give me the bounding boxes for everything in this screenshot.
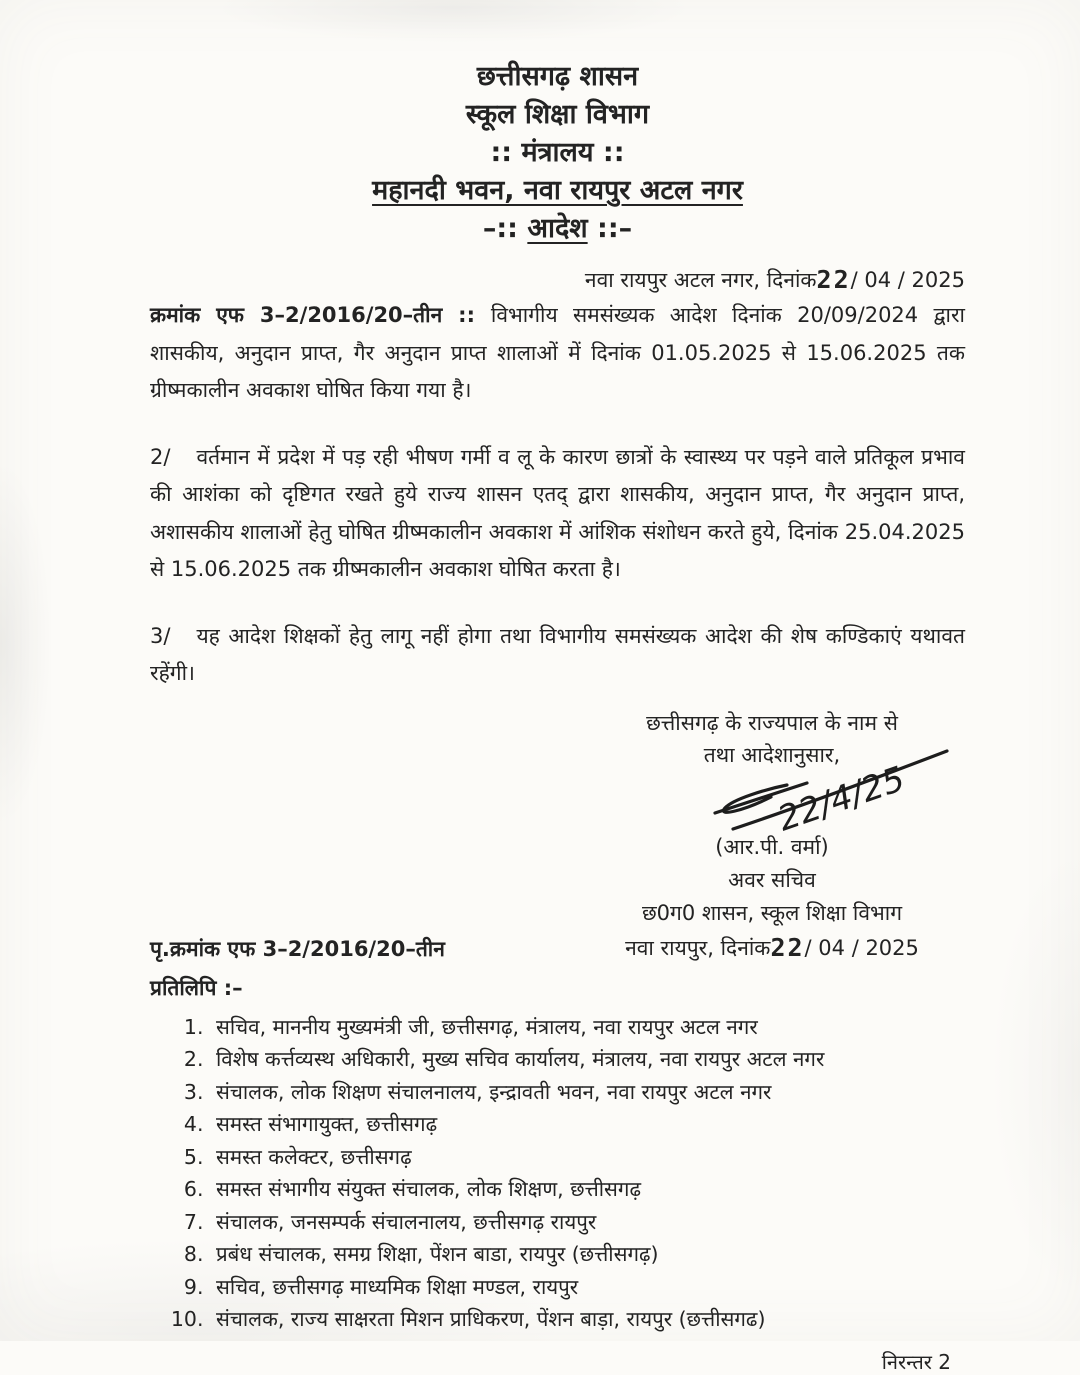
header-address: महानदी भवन, नवा रायपुर अटल नगर [372,175,743,206]
recipient-item: 2. विशेष कर्त्तव्यस्थ अधिकारी, मुख्य सचिव कार्यालय, मंत्रालय, नवा रायपुर अटल नगर [210,1043,965,1076]
issue-day-stamp: 22 [816,265,851,294]
issue-date-rest: / 04 / 2025 [850,268,965,292]
document-header [150,58,965,248]
paragraph-2 [150,439,965,589]
paragraph-2-number: 2/ [150,444,171,469]
order-prefix: –:: [482,213,528,244]
issue-place: नवा रायपुर अटल नगर, दिनांक [584,268,817,292]
recipient-item: 3. संचालक, लोक शिक्षण संचालनालय, इन्द्रावती भवन, नवा रायपुर अटल नगर [210,1076,965,1109]
signature-date-rest: / 04 / 2025 [804,935,919,960]
signatory-department: छ0ग0 शासन, स्कूल शिक्षा विभाग [641,900,903,925]
recipient-item: 10. संचालक, राज्य साक्षरता मिशन प्राधिकरण, पेंशन बाड़ा, रायपुर (छत्तीसगढ) [210,1303,965,1336]
header-order-title [150,210,965,248]
signature-day-stamp: 22 [770,932,805,962]
signature-authority-line: छत्तीसगढ़ के राज्यपाल के नाम से [646,710,898,735]
recipient-item: 1. सचिव, माननीय मुख्यमंत्री जी, छत्तीसगढ़, मंत्रालय, नवा रायपुर अटल नगर [210,1011,965,1044]
header-mantralaya: :: मंत्रालय :: [490,137,625,168]
paragraph-3-text: यह आदेश शिक्षकों हेतु लागू नहीं होगा तथा विभागीय समसंख्यक आदेश की शेष कण्डिकाएं यथावत रहेंगी। [150,623,965,685]
order-number: क्रमांक एफ 3–2/2016/20–तीन [150,303,443,327]
issue-dateline [150,264,965,295]
signatory-name: (आर.पी. वर्मा) [715,834,829,859]
copy-to-label: प्रतिलिपि :– [150,975,243,1000]
continuation-note: निरन्तर 2 [881,1349,951,1374]
signature-block [607,707,937,965]
order-number-separator: :: [442,303,491,327]
recipient-list [150,1011,965,1336]
signatory-designation: अवर सचिव [728,867,816,892]
header-department: स्कूल शिक्षा विभाग [465,99,650,130]
header-government: छत्तीसगढ़ शासन [476,61,639,92]
endorsement-reference-number: पृ.क्रमांक एफ 3–2/2016/20–तीन [150,936,445,961]
recipient-item: 6. समस्त संभागीय संयुक्त संचालक, लोक शिक्षण, छत्तीसगढ़ [210,1173,965,1206]
signature-byorder-line: तथा आदेशानुसार, [703,742,841,767]
order-word: आदेश [527,213,588,244]
paragraph-3 [150,618,965,693]
signature-handwritten-date: 22/4/25 [772,758,910,840]
recipient-item: 9. सचिव, छत्तीसगढ़ माध्यमिक शिक्षा मण्डल, रायपुर [210,1271,965,1304]
recipient-item: 4. समस्त संभागायुक्त, छत्तीसगढ़ [210,1108,965,1141]
signature-dateline [607,930,937,965]
signature-place: नवा रायपुर, दिनांक [625,935,771,960]
signature-endorsement-row [150,707,965,965]
recipient-item: 7. संचालक, जनसम्पर्क संचालनालय, छत्तीसगढ़ रायपुर [210,1206,965,1239]
recipient-item: 8. प्रबंध संचालक, समग्र शिक्षा, पेंशन बाडा, रायपुर (छत्तीसगढ़) [210,1238,965,1271]
order-suffix: ::– [587,213,633,244]
paragraph-1 [150,297,965,410]
recipient-item: 5. समस्त कलेक्टर, छत्तीसगढ़ [210,1141,965,1174]
paragraph-2-text: वर्तमान में प्रदेश में पड़ रही भीषण गर्मी व लू के कारण छात्रों के स्वास्थ्य पर पड़ने वाले प्रतिकूल प्रभाव की आशंका को दृष्टिगत रखते हुये राज्य शासन एतद् द्वारा शासकीय, अनुदान प्राप्त, गैर अनुदान प्राप्त, अशासकीय शालाओं हेतु घोषित ग्रीष्मकालीन अवकाश में आंशिक संशोधन करते हुये, दिनांक 25.04.2025 से 15.06.2025 तक ग्रीष्मकालीन अवकाश घोषित करता है। [150,444,965,581]
paragraph-3-number: 3/ [150,623,171,648]
paragraph-1-text: विभागीय समसंख्यक आदेश दिनांक 20/09/2024 द्वारा शासकीय, अनुदान प्राप्त, गैर अनुदान प्राप्त शालाओं में दिनांक 01.05.2025 से 15.06.2025 तक ग्रीष्मकालीन अवकाश घोषित किया गया है। [150,303,965,402]
